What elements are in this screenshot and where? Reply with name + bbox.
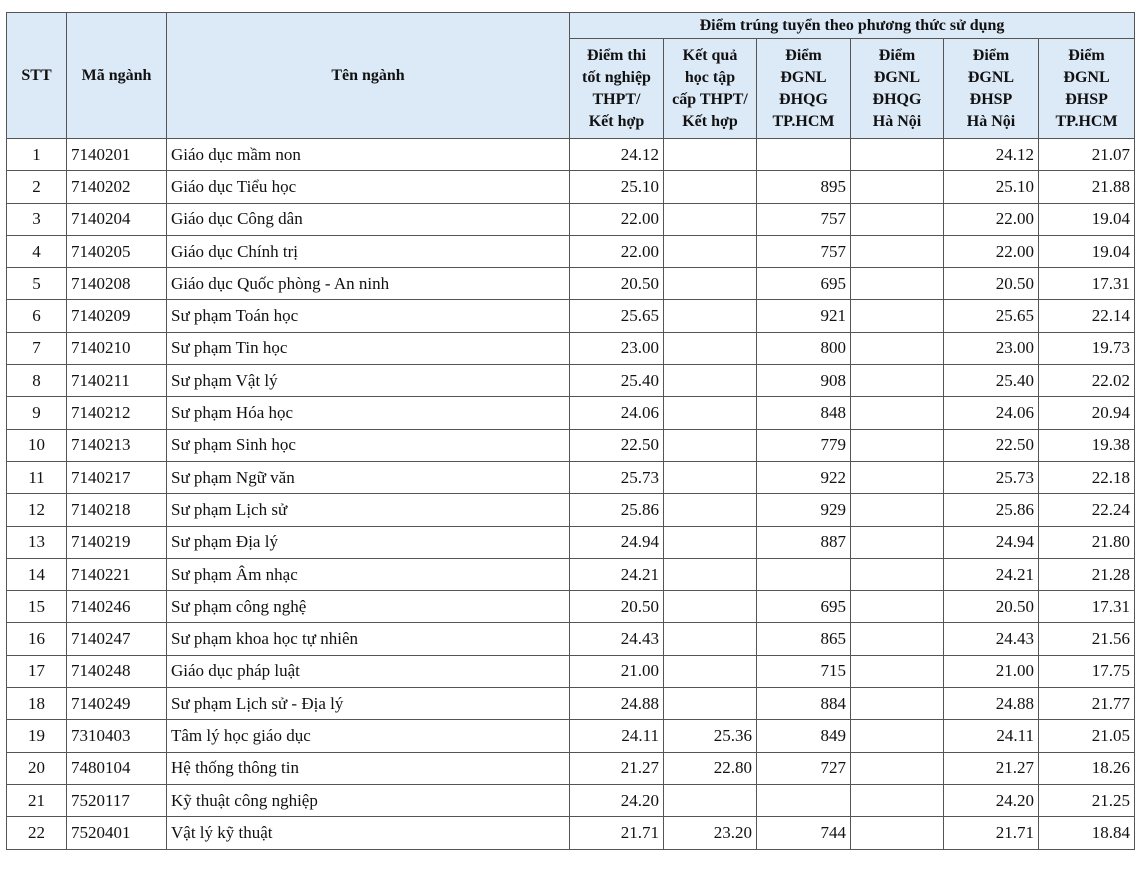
row-stt: 14 (7, 558, 67, 590)
table-row (7, 332, 1135, 364)
row-name: Sư phạm Lịch sử (167, 494, 570, 526)
header-line: Điểm (972, 46, 1010, 64)
score-dhsp-hn: 25.86 (944, 494, 1039, 526)
score-dhsp-hcm: 17.75 (1039, 655, 1135, 687)
header-line: Điểm (1068, 46, 1105, 64)
score-dhsp-hn: 24.94 (944, 526, 1039, 558)
table-row (7, 171, 1135, 203)
row-name: Sư phạm khoa học tự nhiên (167, 623, 570, 655)
score-dgnl-hcm: 848 (757, 397, 851, 429)
score-dhsp-hn: 21.71 (944, 817, 1039, 849)
row-name: Sư phạm Địa lý (167, 526, 570, 558)
row-code: 7140248 (67, 655, 167, 687)
row-stt: 1 (7, 139, 67, 171)
score-dgnl-hcm (757, 558, 851, 590)
score-dhsp-hn: 24.06 (944, 397, 1039, 429)
row-stt: 18 (7, 688, 67, 720)
score-dhsp-hcm: 21.25 (1039, 784, 1135, 816)
score-thpt: 25.10 (570, 171, 664, 203)
row-code: 7140210 (67, 332, 167, 364)
method-dgnl-hn-header (851, 39, 944, 139)
score-dhsp-hcm: 21.56 (1039, 623, 1135, 655)
table-body (7, 139, 1135, 850)
method-hocba-header (664, 39, 757, 139)
row-name: Sư phạm Lịch sử - Địa lý (167, 688, 570, 720)
score-dgnl-hn (851, 268, 944, 300)
score-dhsp-hn: 25.40 (944, 365, 1039, 397)
score-dgnl-hn (851, 494, 944, 526)
score-thpt: 25.40 (570, 365, 664, 397)
row-code: 7480104 (67, 752, 167, 784)
score-hocba: 25.36 (664, 720, 757, 752)
row-code: 7140209 (67, 300, 167, 332)
score-dhsp-hn: 21.27 (944, 752, 1039, 784)
row-name: Giáo dục Tiểu học (167, 171, 570, 203)
header-line: Hà Nội (966, 112, 1016, 130)
score-hocba (664, 332, 757, 364)
header-line: Kết quả (682, 46, 738, 64)
admission-scores-table (6, 12, 1135, 850)
row-name: Kỹ thuật công nghiệp (167, 784, 570, 816)
header-line: ĐGNL (967, 68, 1015, 86)
header-line: cấp THPT/ (672, 90, 748, 108)
score-dhsp-hcm: 21.88 (1039, 171, 1135, 203)
row-code: 7140246 (67, 591, 167, 623)
table-row (7, 784, 1135, 816)
row-code: 7310403 (67, 720, 167, 752)
table-row (7, 203, 1135, 235)
score-thpt: 25.86 (570, 494, 664, 526)
score-hocba: 22.80 (664, 752, 757, 784)
method-thpt-header (570, 39, 664, 139)
row-stt: 12 (7, 494, 67, 526)
score-dgnl-hn (851, 397, 944, 429)
row-name: Sư phạm Sinh học (167, 429, 570, 461)
header-line: Điểm thi (586, 46, 647, 64)
table-row (7, 429, 1135, 461)
score-dgnl-hcm: 695 (757, 591, 851, 623)
header-line: ĐGNL (780, 68, 827, 86)
row-code: 7140212 (67, 397, 167, 429)
score-thpt: 20.50 (570, 268, 664, 300)
row-name: Sư phạm Toán học (167, 300, 570, 332)
score-dhsp-hcm: 17.31 (1039, 591, 1135, 623)
row-stt: 10 (7, 429, 67, 461)
score-hocba (664, 300, 757, 332)
score-dgnl-hcm: 757 (757, 235, 851, 267)
table-header (7, 13, 1135, 139)
row-code: 7520117 (67, 784, 167, 816)
score-thpt: 24.20 (570, 784, 664, 816)
row-stt: 2 (7, 171, 67, 203)
score-thpt: 24.88 (570, 688, 664, 720)
score-dgnl-hcm: 800 (757, 332, 851, 364)
score-dhsp-hcm: 19.38 (1039, 429, 1135, 461)
table-row (7, 397, 1135, 429)
score-hocba (664, 203, 757, 235)
score-dhsp-hcm: 22.02 (1039, 365, 1135, 397)
table-row (7, 268, 1135, 300)
header-stt: STT (7, 13, 67, 139)
row-name: Vật lý kỹ thuật (167, 817, 570, 849)
score-dgnl-hn (851, 171, 944, 203)
row-name: Sư phạm Âm nhạc (167, 558, 570, 590)
row-name: Sư phạm Hóa học (167, 397, 570, 429)
score-dgnl-hn (851, 139, 944, 171)
row-stt: 13 (7, 526, 67, 558)
score-dhsp-hcm: 22.18 (1039, 461, 1135, 493)
score-hocba (664, 365, 757, 397)
score-dhsp-hn: 20.50 (944, 268, 1039, 300)
table-row (7, 461, 1135, 493)
score-thpt: 25.73 (570, 461, 664, 493)
score-thpt: 22.50 (570, 429, 664, 461)
header-line: Điểm (878, 46, 916, 64)
score-dgnl-hcm: 929 (757, 494, 851, 526)
row-stt: 16 (7, 623, 67, 655)
score-dhsp-hn: 24.11 (944, 720, 1039, 752)
score-dhsp-hn: 24.21 (944, 558, 1039, 590)
score-dgnl-hn (851, 203, 944, 235)
score-thpt: 23.00 (570, 332, 664, 364)
score-dhsp-hcm: 20.94 (1039, 397, 1135, 429)
table-row (7, 235, 1135, 267)
header-name: Tên ngành (167, 13, 570, 139)
row-stt: 6 (7, 300, 67, 332)
table-row (7, 752, 1135, 784)
row-name: Sư phạm Vật lý (167, 365, 570, 397)
row-code: 7140219 (67, 526, 167, 558)
score-hocba (664, 429, 757, 461)
table-row (7, 720, 1135, 752)
row-name: Sư phạm công nghệ (167, 591, 570, 623)
row-name: Giáo dục Quốc phòng - An ninh (167, 268, 570, 300)
score-dhsp-hn: 22.50 (944, 429, 1039, 461)
header-line: ĐHQG (872, 90, 922, 108)
score-dhsp-hcm: 18.26 (1039, 752, 1135, 784)
score-hocba (664, 623, 757, 655)
score-thpt: 25.65 (570, 300, 664, 332)
table-row (7, 526, 1135, 558)
row-code: 7520401 (67, 817, 167, 849)
score-dhsp-hn: 25.10 (944, 171, 1039, 203)
row-code: 7140218 (67, 494, 167, 526)
row-stt: 3 (7, 203, 67, 235)
table-row (7, 817, 1135, 849)
score-dgnl-hn (851, 591, 944, 623)
score-dhsp-hcm: 19.04 (1039, 203, 1135, 235)
score-dgnl-hn (851, 429, 944, 461)
score-dgnl-hcm (757, 784, 851, 816)
score-dhsp-hn: 25.73 (944, 461, 1039, 493)
score-dgnl-hcm: 921 (757, 300, 851, 332)
table-row (7, 365, 1135, 397)
score-thpt: 24.43 (570, 623, 664, 655)
score-hocba (664, 494, 757, 526)
row-stt: 21 (7, 784, 67, 816)
header-line: THPT/ (592, 90, 641, 108)
row-name: Giáo dục pháp luật (167, 655, 570, 687)
score-hocba (664, 655, 757, 687)
row-name: Hệ thống thông tin (167, 752, 570, 784)
row-stt: 7 (7, 332, 67, 364)
table-row (7, 139, 1135, 171)
score-dhsp-hn: 21.00 (944, 655, 1039, 687)
row-stt: 20 (7, 752, 67, 784)
score-dgnl-hcm (757, 139, 851, 171)
score-hocba (664, 784, 757, 816)
score-thpt: 21.71 (570, 817, 664, 849)
score-hocba (664, 558, 757, 590)
score-hocba (664, 688, 757, 720)
row-stt: 11 (7, 461, 67, 493)
header-line: Kết hợp (682, 112, 738, 130)
score-hocba: 23.20 (664, 817, 757, 849)
score-hocba (664, 139, 757, 171)
score-dgnl-hcm: 695 (757, 268, 851, 300)
row-code: 7140213 (67, 429, 167, 461)
score-dgnl-hcm: 908 (757, 365, 851, 397)
score-dhsp-hcm: 19.04 (1039, 235, 1135, 267)
header-line: ĐHSP (1065, 90, 1108, 108)
row-code: 7140221 (67, 558, 167, 590)
score-dgnl-hcm: 922 (757, 461, 851, 493)
score-dgnl-hcm: 895 (757, 171, 851, 203)
score-dhsp-hn: 23.00 (944, 332, 1039, 364)
score-hocba (664, 171, 757, 203)
method-dhsp-hn-header (944, 39, 1039, 139)
score-dhsp-hn: 24.20 (944, 784, 1039, 816)
score-dgnl-hn (851, 752, 944, 784)
row-code: 7140204 (67, 203, 167, 235)
score-dhsp-hn: 24.43 (944, 623, 1039, 655)
score-thpt: 22.00 (570, 203, 664, 235)
header-line: ĐGNL (873, 68, 921, 86)
score-dgnl-hn (851, 817, 944, 849)
score-hocba (664, 591, 757, 623)
row-name: Giáo dục mầm non (167, 139, 570, 171)
score-thpt: 22.00 (570, 235, 664, 267)
score-dhsp-hn: 22.00 (944, 235, 1039, 267)
header-group: Điểm trúng tuyển theo phương thức sử dụng (570, 13, 1135, 39)
row-stt: 19 (7, 720, 67, 752)
table-row (7, 623, 1135, 655)
score-dgnl-hn (851, 558, 944, 590)
score-dhsp-hcm: 21.05 (1039, 720, 1135, 752)
row-stt: 22 (7, 817, 67, 849)
header-line: học tập (684, 68, 736, 86)
score-dhsp-hcm: 21.80 (1039, 526, 1135, 558)
score-hocba (664, 526, 757, 558)
score-dgnl-hn (851, 526, 944, 558)
row-code: 7140249 (67, 688, 167, 720)
score-dgnl-hn (851, 365, 944, 397)
method-dhsp-hcm-header (1039, 39, 1135, 139)
score-dhsp-hcm: 22.24 (1039, 494, 1135, 526)
header-line: Kết hợp (588, 112, 645, 130)
score-dgnl-hcm: 779 (757, 429, 851, 461)
row-stt: 4 (7, 235, 67, 267)
row-name: Giáo dục Chính trị (167, 235, 570, 267)
row-code: 7140211 (67, 365, 167, 397)
score-hocba (664, 235, 757, 267)
score-thpt: 20.50 (570, 591, 664, 623)
header-line: ĐHSP (969, 90, 1013, 108)
header-line: Hà Nội (872, 112, 922, 130)
score-dhsp-hcm: 22.14 (1039, 300, 1135, 332)
score-dgnl-hcm: 887 (757, 526, 851, 558)
score-thpt: 21.00 (570, 655, 664, 687)
score-dhsp-hn: 25.65 (944, 300, 1039, 332)
score-dhsp-hcm: 19.73 (1039, 332, 1135, 364)
header-line: TP.HCM (772, 112, 835, 130)
row-code: 7140217 (67, 461, 167, 493)
row-stt: 17 (7, 655, 67, 687)
row-code: 7140208 (67, 268, 167, 300)
header-line: TP.HCM (1055, 112, 1118, 130)
row-stt: 15 (7, 591, 67, 623)
header-line: Điểm (785, 46, 822, 64)
score-dgnl-hn (851, 655, 944, 687)
score-dhsp-hcm: 18.84 (1039, 817, 1135, 849)
score-dgnl-hcm: 849 (757, 720, 851, 752)
row-name: Tâm lý học giáo dục (167, 720, 570, 752)
row-name: Giáo dục Công dân (167, 203, 570, 235)
score-dgnl-hcm: 727 (757, 752, 851, 784)
row-code: 7140205 (67, 235, 167, 267)
score-thpt: 24.94 (570, 526, 664, 558)
score-dhsp-hcm: 21.07 (1039, 139, 1135, 171)
table-row (7, 688, 1135, 720)
score-hocba (664, 268, 757, 300)
table-row (7, 494, 1135, 526)
score-thpt: 21.27 (570, 752, 664, 784)
score-dhsp-hcm: 21.28 (1039, 558, 1135, 590)
table-row (7, 558, 1135, 590)
header-line: tốt nghiệp (582, 68, 651, 86)
score-dgnl-hn (851, 623, 944, 655)
score-dgnl-hn (851, 332, 944, 364)
header-line: ĐHQG (779, 90, 828, 108)
score-dhsp-hcm: 17.31 (1039, 268, 1135, 300)
table-row (7, 300, 1135, 332)
row-stt: 5 (7, 268, 67, 300)
score-thpt: 24.21 (570, 558, 664, 590)
score-dgnl-hn (851, 300, 944, 332)
score-dgnl-hcm: 865 (757, 623, 851, 655)
score-hocba (664, 397, 757, 429)
score-dgnl-hn (851, 688, 944, 720)
score-dhsp-hn: 24.12 (944, 139, 1039, 171)
score-dgnl-hcm: 744 (757, 817, 851, 849)
row-stt: 8 (7, 365, 67, 397)
score-dgnl-hn (851, 784, 944, 816)
score-dhsp-hcm: 21.77 (1039, 688, 1135, 720)
method-dgnl-hcm-header (757, 39, 851, 139)
header-line: ĐGNL (1063, 68, 1110, 86)
score-dgnl-hcm: 757 (757, 203, 851, 235)
score-dgnl-hcm: 715 (757, 655, 851, 687)
score-dgnl-hn (851, 720, 944, 752)
row-code: 7140247 (67, 623, 167, 655)
table-row (7, 655, 1135, 687)
score-dgnl-hn (851, 235, 944, 267)
score-hocba (664, 461, 757, 493)
row-code: 7140201 (67, 139, 167, 171)
row-stt: 9 (7, 397, 67, 429)
score-thpt: 24.06 (570, 397, 664, 429)
score-dhsp-hn: 24.88 (944, 688, 1039, 720)
score-thpt: 24.11 (570, 720, 664, 752)
score-dhsp-hn: 20.50 (944, 591, 1039, 623)
score-thpt: 24.12 (570, 139, 664, 171)
score-dhsp-hn: 22.00 (944, 203, 1039, 235)
score-dgnl-hcm: 884 (757, 688, 851, 720)
table-row (7, 591, 1135, 623)
header-code: Mã ngành (67, 13, 167, 139)
score-dgnl-hn (851, 461, 944, 493)
row-name: Sư phạm Tin học (167, 332, 570, 364)
row-code: 7140202 (67, 171, 167, 203)
row-name: Sư phạm Ngữ văn (167, 461, 570, 493)
